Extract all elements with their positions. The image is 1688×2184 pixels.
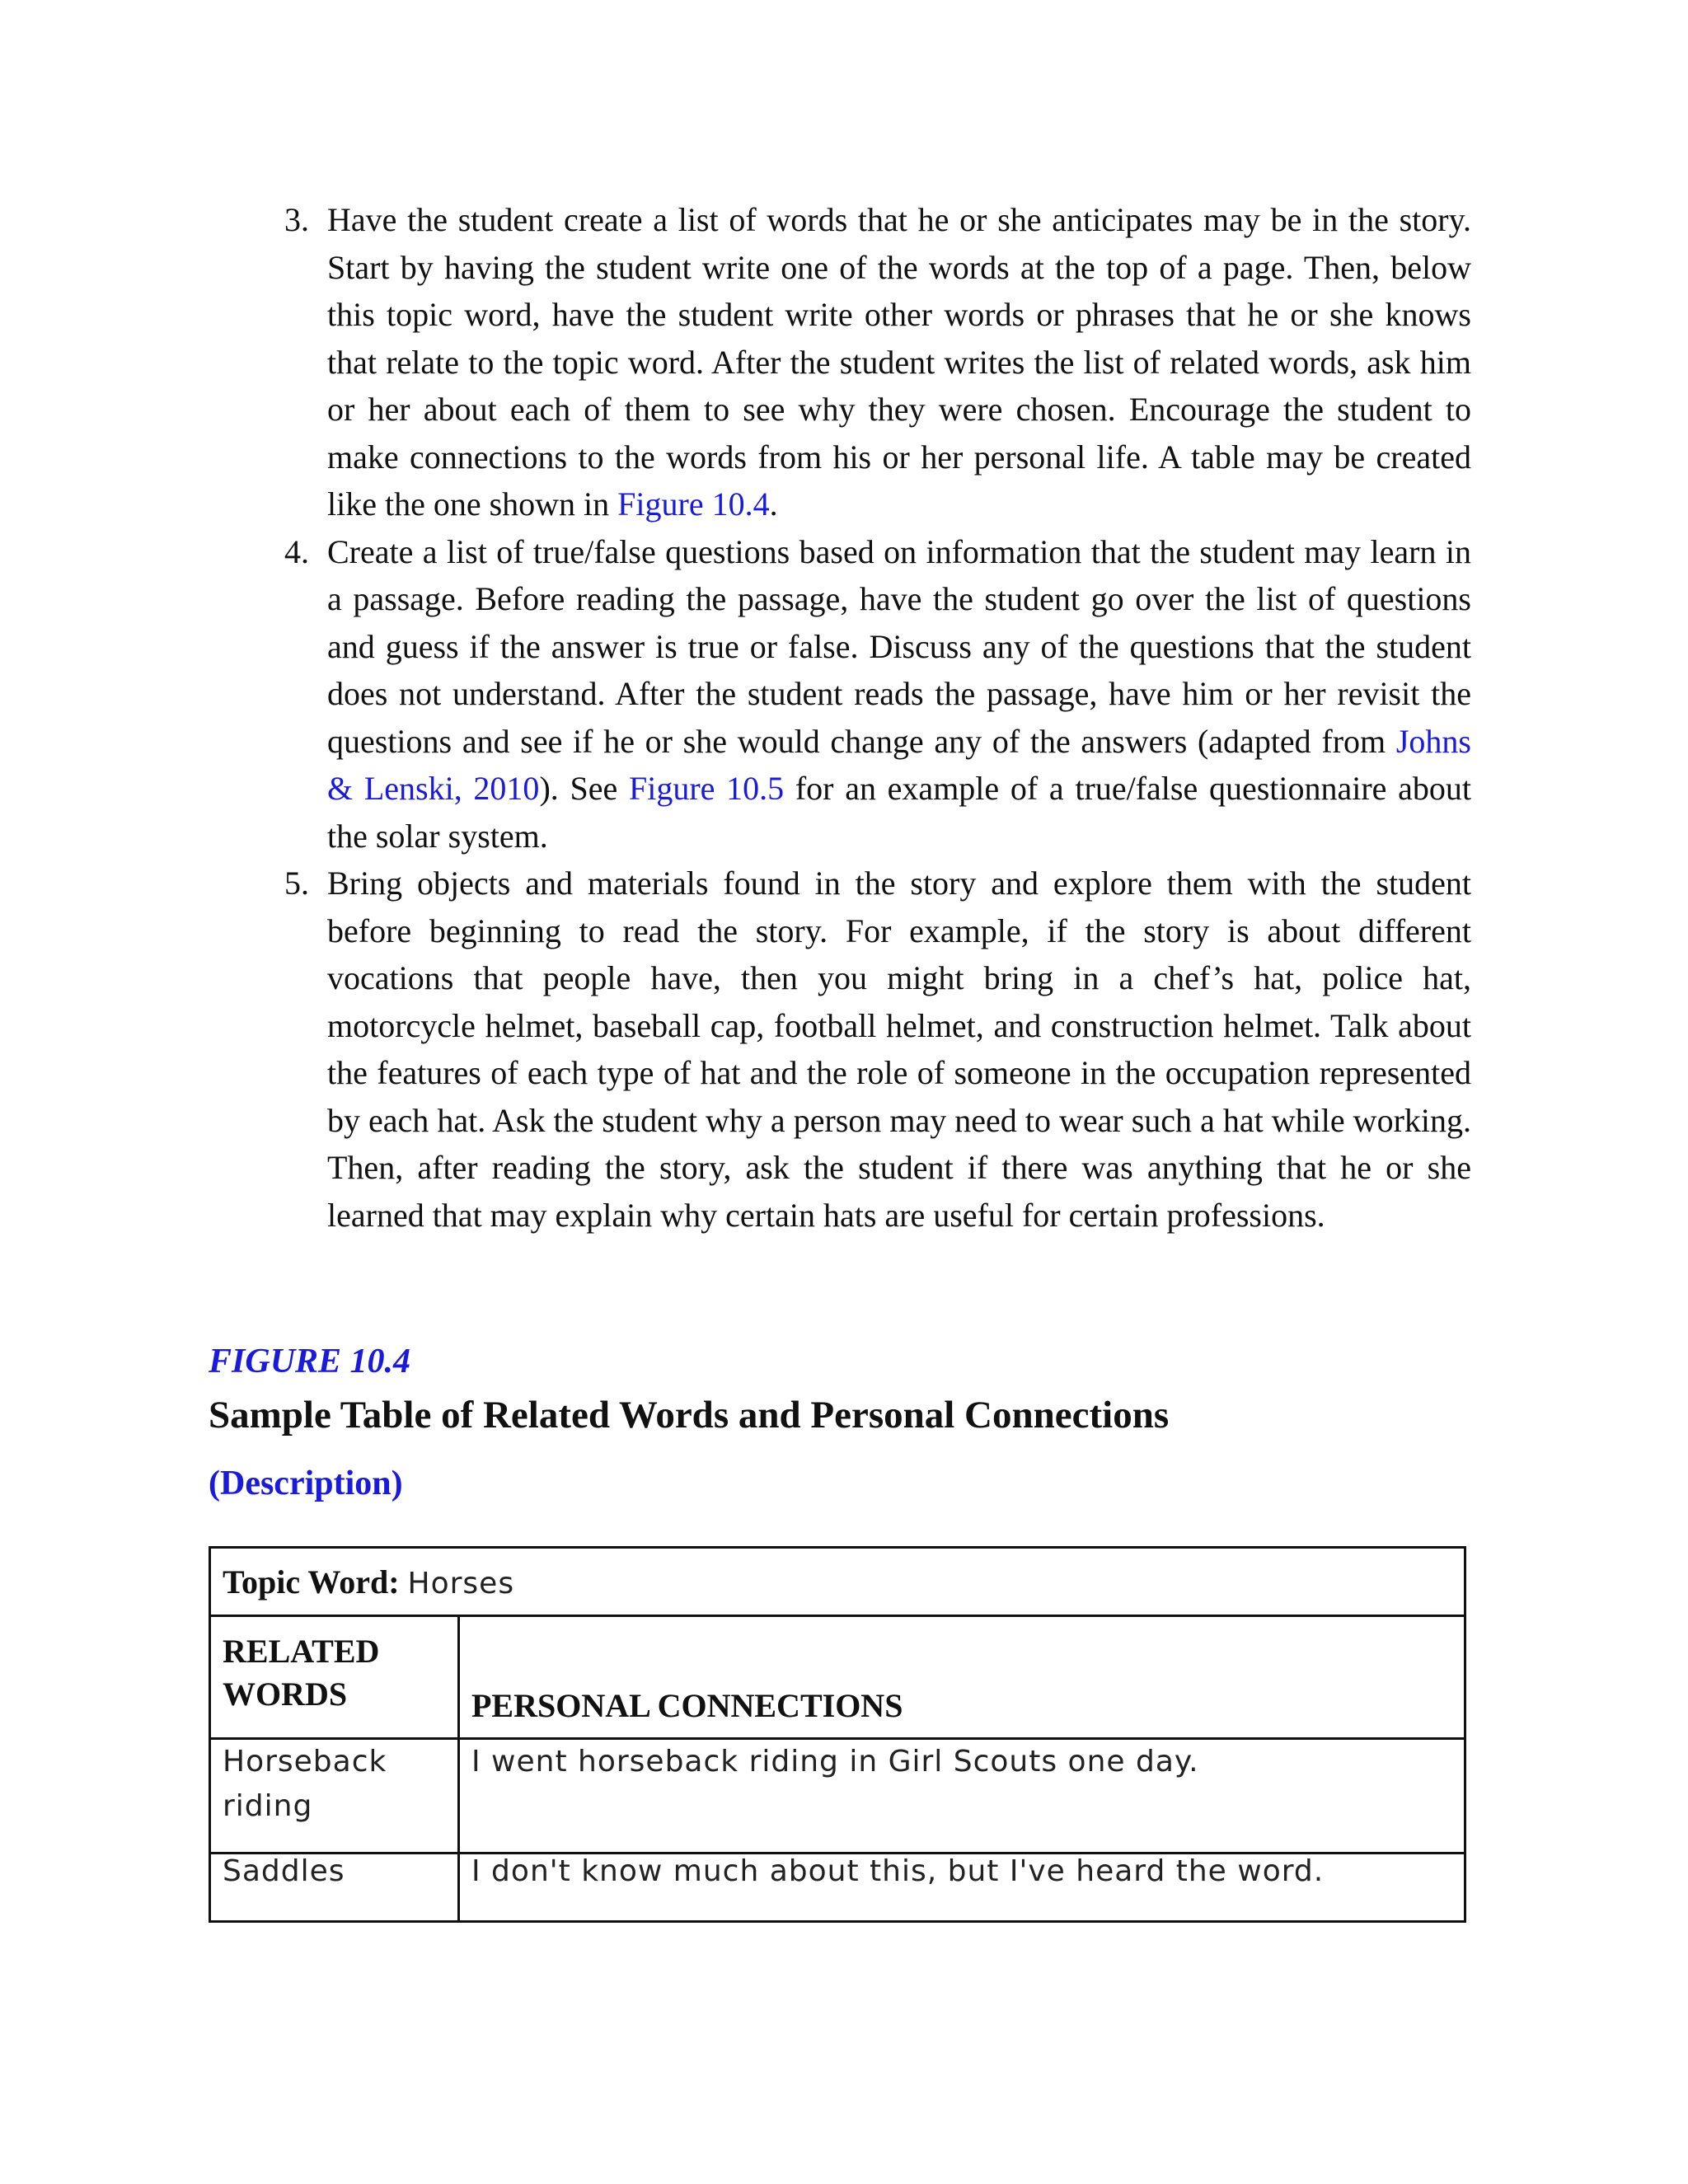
topic-word-cell xyxy=(210,1548,1465,1616)
list-text: Create a list of true/false questions based on information that the student may learn in a passage. Before reading the passage, have the student go over the list of questions and guess if the answer is true or false. Discuss any of the questions that the student does not understand. After the student reads the passage, have him or her revisit the questions and see if he or she would change any of the answers (adapted from xyxy=(327,532,1471,760)
list-item xyxy=(284,860,1471,1239)
figure-10-5-link[interactable]: Figure 10.5 xyxy=(628,770,785,807)
citation-link[interactable]: Johns & Lenski, 2010 xyxy=(327,722,1471,807)
list-text-end: for an example of a true/false questionnaire about the solar system. xyxy=(327,770,1472,855)
figure-label: FIGURE 10.4 xyxy=(209,1343,411,1380)
list-text-mid: ). See xyxy=(539,770,629,807)
instruction-list xyxy=(284,196,1471,1239)
table-row xyxy=(210,1739,1465,1854)
topic-value: Horses xyxy=(407,1566,515,1601)
list-number: 5. xyxy=(284,865,309,902)
header-personal-connections: PERSONAL CONNECTIONS xyxy=(459,1616,1465,1739)
related-word-cell: Saddles xyxy=(210,1854,459,1922)
related-word-cell: Horseback riding xyxy=(210,1739,459,1854)
topic-label: Topic Word: xyxy=(223,1563,400,1601)
description-link[interactable]: (Description) xyxy=(209,1465,403,1502)
list-item xyxy=(284,196,1471,528)
table-header-row xyxy=(210,1616,1465,1739)
list-text: Bring objects and materials found in the story and explore them with the student before beginning to read the story. For example, if the story is about different vocations that people have, then you might bring in a chef’s hat, police hat, motorcycle helmet, baseball cap, football helmet, and construction helmet. Talk about the features of each type of hat and the role of someone in the occupation represented by each hat. Ask the student why a person may need to wear such a hat while working. Then, after reading the story, ask the student if there was anything that he or she learned that may explain why certain hats are useful for certain professions. xyxy=(327,865,1471,1234)
list-text: Have the student create a list of words that he or she anticipates may be in the story. Start by having the student write one of the words at the top of a page. Then, below this topic word, have the student write other words or phrases that he or she knows that relate to the topic word. After the student writes the list of related words, ask him or her about each of them to see why they were chosen. Encourage the student to make connections to the words from his or her personal life. A table may be created like the one shown in xyxy=(327,201,1471,523)
list-number: 3. xyxy=(284,201,309,238)
header-related-words: RELATED WORDS xyxy=(210,1616,459,1739)
related-words-table xyxy=(209,1546,1466,1923)
figure-title: Sample Table of Related Words and Personal Connections xyxy=(209,1394,1170,1436)
table-row xyxy=(210,1854,1465,1922)
connection-cell: I don't know much about this, but I've heard the word. xyxy=(459,1854,1465,1922)
list-item xyxy=(284,528,1471,860)
figure-10-4-link[interactable]: Figure 10.4 xyxy=(617,485,770,523)
list-number: 4. xyxy=(284,532,309,570)
connection-cell: I went horseback riding in Girl Scouts one day. xyxy=(459,1739,1465,1854)
list-text-end: . xyxy=(769,485,778,523)
